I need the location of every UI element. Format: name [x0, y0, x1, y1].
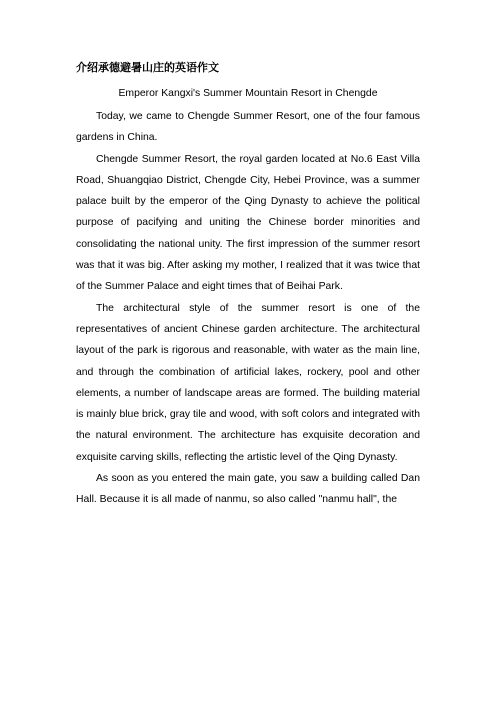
paragraph-3: The architectural style of the summer resort is one of the representatives of ancient Chinese garden architecture. The architectural layout of the park is rigorous and reasonable, with water as the main line, and through the combination of artificial lakes, rockery, pool and other elements, a number of landscape areas are formed. The building material is mainly blue brick, gray tile and wood, with soft colors and integrated with the natural environment. The architecture has exquisite decoration and exquisite carving skills, reflecting the artistic level of the Qing Dynasty. [76, 302, 420, 463]
paragraph-4: As soon as you entered the main gate, you saw a building called Dan Hall. Because it is all made of nanmu, so also called "nanmu hall", the [76, 473, 420, 506]
paragraph-1: Today, we came to Chengde Summer Resort, one of the four famous gardens in China. [76, 111, 420, 144]
document-title: 介绍承德避暑山庄的英语作文 [76, 61, 219, 74]
document-page [76, 60, 420, 511]
document-subtitle: Emperor Kangxi's Summer Mountain Resort in Chengde [118, 88, 378, 99]
paragraph-2: Chengde Summer Resort, the royal garden located at No.6 East Villa Road, Shuangqiao District, Chengde City, Hebei Province, was a summer palace built by the emperor of the Qing Dynasty to achieve the political purpose of pacifying and uniting the Chinese border minorities and consolidating the national unity. The first impression of the summer resort was that it was big. After asking my mother, I realized that it was twice that of the Summer Palace and eight times that of Beihai Park. [76, 153, 420, 293]
